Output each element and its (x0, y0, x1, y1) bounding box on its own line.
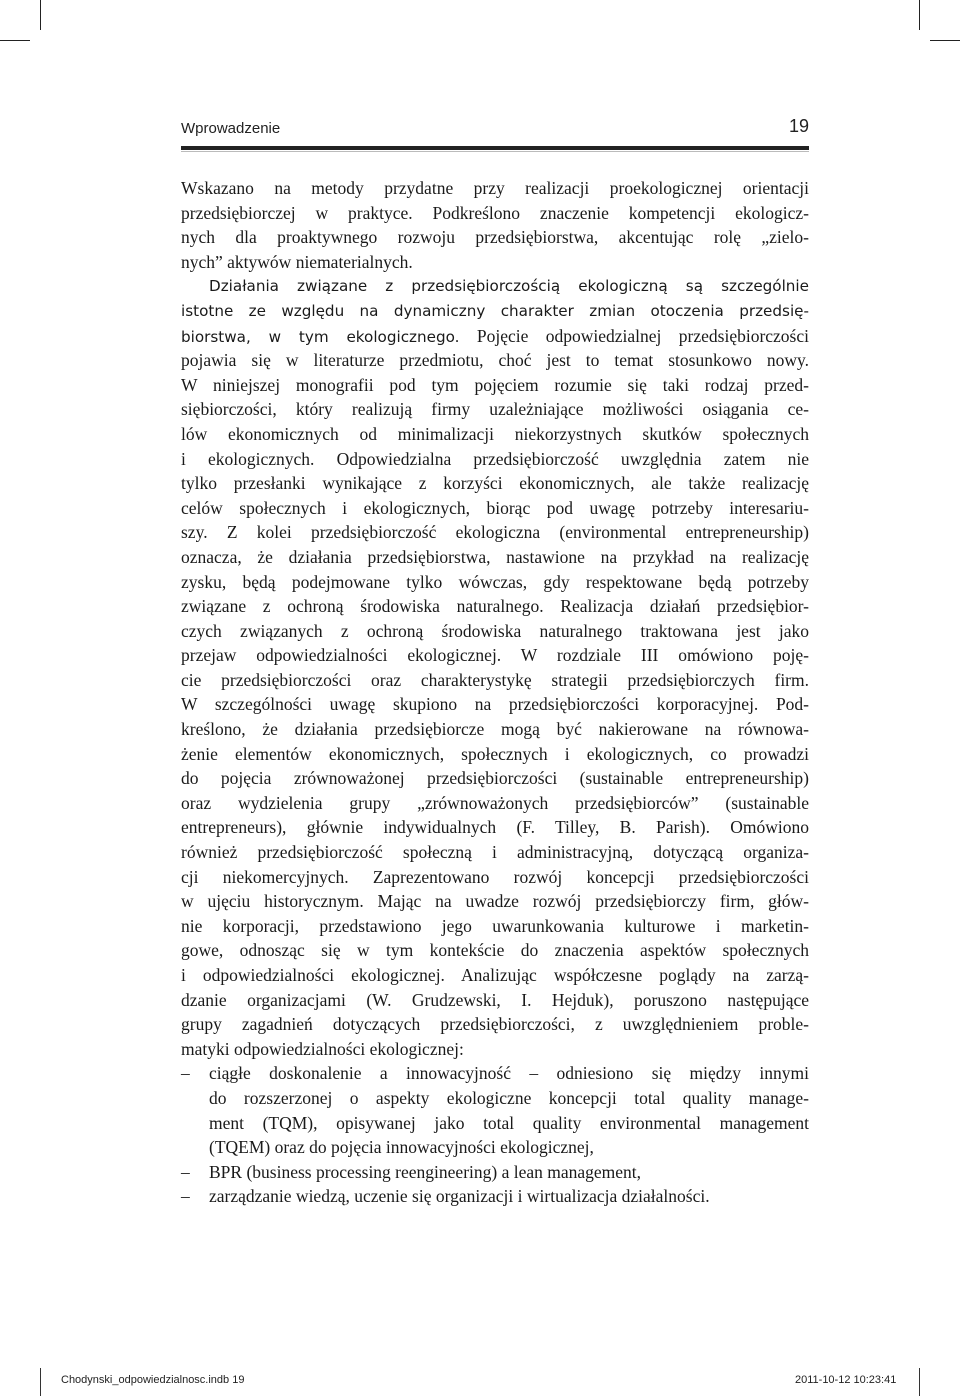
text-line: entrepreneurs), głównie indywidualnych (F. Tilley, B. Parish). Omówiono (181, 817, 809, 838)
text-line: Wskazano na metody przydatne przy realizacji proekologicznej orientacji (181, 178, 809, 198)
text-line: nych” aktywów niematerialnych. (181, 251, 413, 272)
text-line: nie korporacji, przedstawiono jego uwarunkowania kulturowe i marketin- (181, 915, 809, 936)
text-line: celów społecznych i ekologicznych, biorąc pod uwagę potrzeby interesariu- (181, 497, 809, 518)
text-line: do rozszerzonej o aspekty ekologiczne koncepcji total quality manage- (209, 1087, 809, 1108)
text-line: przedsiębiorczej w praktyce. Podkreślono znaczenie kompetencji ekologicz- (181, 202, 809, 223)
list-item (181, 1160, 809, 1185)
text-line: W szczególności uwagę skupiono na przedsiębiorczości korporacyjnej. Pod- (181, 694, 809, 715)
paragraph-lines (181, 348, 809, 1061)
paragraph (181, 274, 809, 1061)
footer-divider (40, 1368, 41, 1396)
list-dash: – (181, 1161, 190, 1182)
page-number: 19 (788, 116, 809, 136)
text-line: dzanie organizacjami (W. Grudzewski, I. Hejduk), poruszono następujące (181, 989, 809, 1010)
text-line: tylko przesłanki wynikające z korzyści ekonomicznych, ale także realizację (181, 473, 809, 494)
text-line: zarządzanie wiedzą, uczenie się organizacji i wirtualizacja działalności. (209, 1186, 710, 1207)
header-rule (181, 146, 809, 150)
text-line: czych związanych z ochroną środowiska naturalnego traktowana jest jako (181, 620, 809, 641)
header-rule-thin (181, 151, 809, 152)
list-item (181, 1061, 809, 1159)
text-line: związane z ochroną środowiska naturalnego. Realizacja działań przedsiębior- (181, 596, 809, 617)
text-line: ment (TQM), opisywanej jako total quality environmental management (209, 1112, 809, 1133)
text-line: również przedsiębiorczość społeczną i administracyjną, dotyczącą organiza- (181, 842, 809, 863)
text-line: i ekologicznych. Odpowiedzialna przedsiębiorczość uwzględnia zatem nie (181, 448, 809, 469)
chapter-title: Wprowadzenie (181, 120, 281, 137)
text-line: BPR (business processing reengineering) a lean management, (209, 1161, 642, 1182)
bullet-list (181, 1061, 809, 1209)
text-line: gowe, odnosząc się w tym kontekście do znaczenia aspektów społecznych (181, 940, 809, 961)
list-dash: – (181, 1186, 190, 1207)
footer-filename: Chodynski_odpowiedzialnosc.indb 19 (61, 1374, 245, 1386)
running-header (181, 116, 809, 140)
text-line: kreślono, że działania przedsiębiorcze mogą być nakierowane na równowa- (181, 719, 809, 740)
text-line: cie przedsiębiorczości oraz charakterystykę strategii przedsiębiorczych firm. (181, 669, 809, 690)
text-line: nych dla proaktywnego rozwoju przedsiębiorstwa, akcentując rolę „zielo- (181, 227, 809, 248)
footer-timestamp: 2011-10-12 10:23:41 (795, 1374, 897, 1386)
text-segment: Pojęcie odpowiedzialnej przedsiębiorczości (476, 325, 809, 346)
text-line: i odpowiedzialności ekologicznej. Analizując współczesne poglądy na zarzą- (181, 965, 809, 985)
paragraph (181, 176, 809, 274)
text-line: (TQEM) oraz do pojęcia innowacyjności ekologicznej, (209, 1137, 594, 1158)
text-line: W niniejszej monografii pod tym pojęciem rozumie się taki rodzaj przed- (181, 374, 809, 395)
footer-divider (919, 1368, 920, 1396)
text-line: żenie elementów ekonomicznych, społecznych i ekologicznych, co prowadzi (181, 743, 809, 764)
text-line: istotne ze względu na dynamiczny charakter zmian otoczenia przedsię- (181, 301, 809, 320)
text-line: ciągłe doskonalenie a innowacyjność – odniesiono się między innymi (209, 1063, 809, 1084)
text-line: szy. Z kolei przedsiębiorczość ekologiczna (environmental entrepreneurship) (181, 522, 809, 543)
text-line (181, 324, 809, 349)
crop-mark (930, 40, 960, 41)
text-line: cji niekomercyjnych. Zaprezentowano rozwój koncepcji przedsiębiorczości (181, 866, 809, 887)
text-line: do pojęcia zrównoważonej przedsiębiorczości (sustainable entrepreneurship) (181, 768, 809, 789)
text-line: Działania związane z przedsiębiorczością ekologiczną są szczególnie (209, 277, 809, 296)
text-line: zysku, będą podejmowane tylko wówczas, gdy respektowane będą potrzeby (181, 571, 809, 592)
list-dash: – (181, 1063, 190, 1084)
text-line: w ujęciu historycznym. Mając na uwadze rozwój przedsiębiorczy firm, głów- (181, 891, 809, 912)
print-footer (0, 1368, 960, 1396)
list-item (181, 1184, 809, 1209)
crop-mark (40, 0, 41, 30)
text-line: oznacza, że działania przedsiębiorstwa, nastawione na przykład na realizację (181, 546, 809, 567)
text-line: przejaw odpowiedzialności ekologicznej. W rozdziale III omówiono poję- (181, 645, 809, 666)
text-line: siębiorczości, który realizują firmy uzależniające możliwości osiągania ce- (181, 399, 809, 420)
text-segment: biorstwa, w tym ekologicznego. (181, 327, 460, 346)
text-line: matyki odpowiedzialności ekologicznej: (181, 1038, 464, 1059)
text-line: oraz wydzielenia grupy „zrównoważonych przedsiębiorców” (sustainable (181, 792, 809, 813)
text-line: pojawia się w literaturze przedmiotu, choć jest to temat stosunkowo nowy. (181, 350, 809, 371)
body-text (181, 176, 809, 1209)
crop-mark (919, 0, 920, 30)
text-line: grupy zagadnień dotyczących przedsiębiorczości, z uwzględnieniem proble- (181, 1014, 809, 1035)
text-line: lów ekonomicznych od minimalizacji niekorzystnych skutków społecznych (181, 423, 809, 444)
crop-mark (0, 40, 30, 41)
